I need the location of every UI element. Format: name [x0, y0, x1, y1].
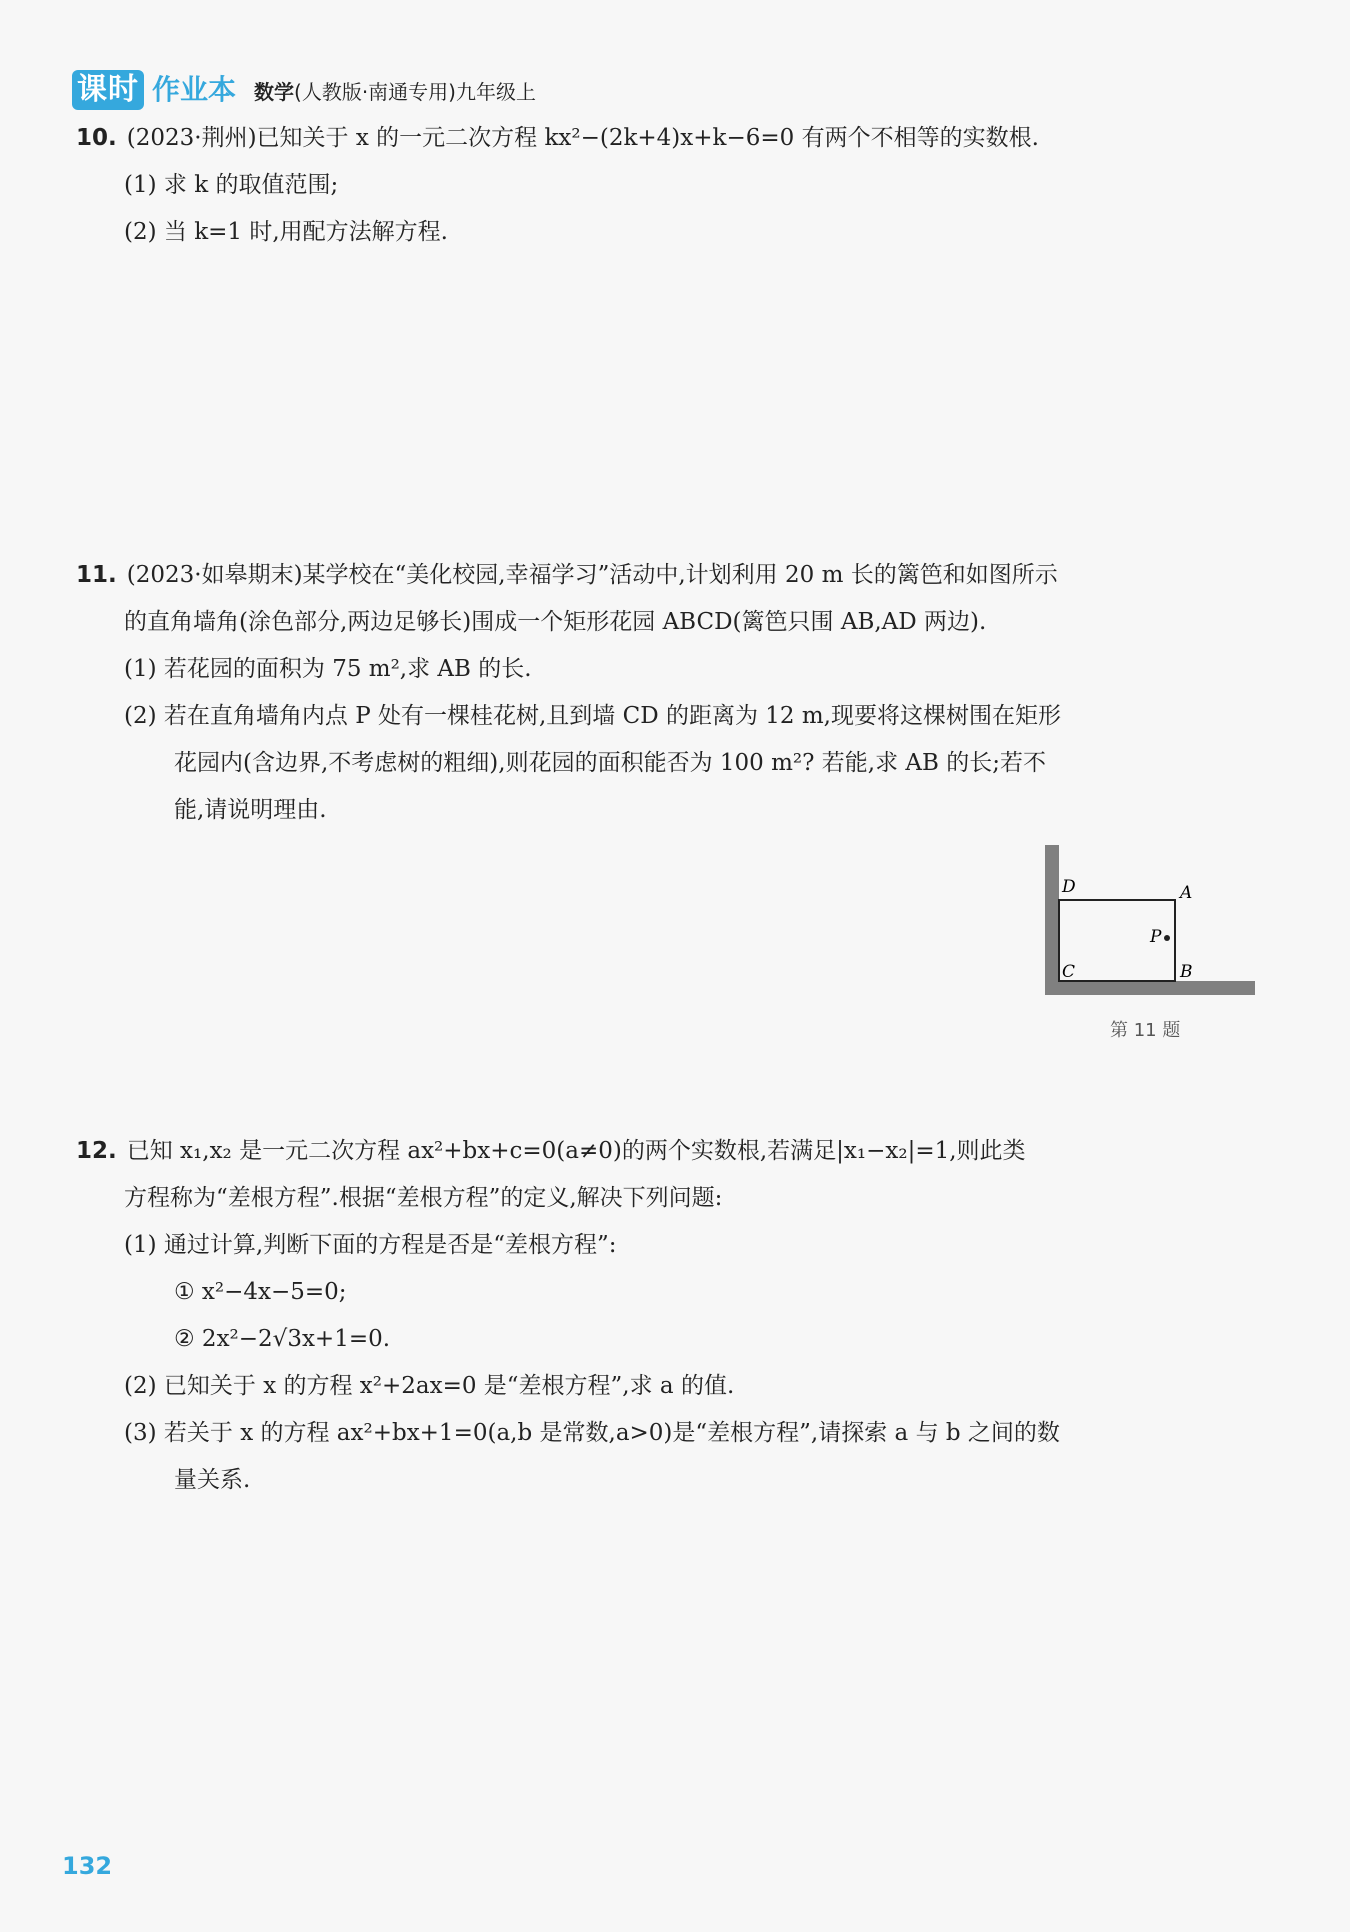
page-header: [72, 66, 536, 110]
horizontal-wall: [1045, 981, 1255, 995]
question-text: 已知 x₁,x₂ 是一元二次方程 ax²+bx+c=0(a≠0)的两个实数根,若满足|x₁−x₂|=1,则此类: [126, 1138, 1026, 1164]
book-title: [254, 74, 536, 110]
label-c: C: [1062, 962, 1076, 982]
question-text: (2023·如皋期末)某学校在“美化校园,幸福学习”活动中,计划利用 20 m 长的篱笆和如图所示: [126, 562, 1058, 588]
label-a: A: [1180, 883, 1193, 903]
question-12-stem: [76, 1128, 1266, 1175]
question-12-stem-cont: 方程称为“差根方程”.根据“差根方程”的定义,解决下列问题:: [124, 1185, 723, 1211]
question-11-stem-cont: 的直角墙角(涂色部分,两边足够长)围成一个矩形花园 ABCD(篱笆只围 AB,AD 两边).: [124, 609, 987, 635]
question-12-part-3-cont: 量关系.: [174, 1467, 251, 1493]
question-12-part-1: (1) 通过计算,判断下面的方程是否是“差根方程”:: [124, 1232, 617, 1258]
logo-text: 作业本: [152, 73, 237, 106]
question-number: 10.: [76, 125, 117, 151]
question-11-part-1: (1) 若花园的面积为 75 m²,求 AB 的长.: [124, 656, 532, 682]
logo-box: 课时: [72, 70, 144, 110]
question-12-part-3: (3) 若关于 x 的方程 ax²+bx+1=0(a,b 是常数,a>0)是“差根方程”,请探索 a 与 b 之间的数: [124, 1420, 1060, 1446]
question-number: 12.: [76, 1138, 117, 1164]
equation-2: ② 2x²−2√3x+1=0.: [174, 1326, 391, 1352]
series-logo: [72, 70, 236, 110]
equation-1: ① x²−4x−5=0;: [174, 1279, 347, 1305]
question-10-stem: [76, 115, 1039, 162]
question-10: [76, 115, 1039, 256]
figure-caption: 第 11 题: [1110, 1020, 1181, 1041]
question-10-part-2: (2) 当 k=1 时,用配方法解方程.: [124, 219, 448, 245]
label-p: P: [1150, 927, 1162, 947]
subject: 数学: [254, 80, 295, 104]
vertical-wall: [1045, 845, 1059, 995]
label-b: B: [1180, 962, 1193, 982]
edition: (人教版·南通专用)九年级上: [294, 80, 536, 104]
page-number: 132: [62, 1852, 113, 1880]
question-12-part-2: (2) 已知关于 x 的方程 x²+2ax=0 是“差根方程”,求 a 的值.: [124, 1373, 735, 1399]
question-10-part-1: (1) 求 k 的取值范围;: [124, 172, 339, 198]
question-text: (2023·荆州)已知关于 x 的一元二次方程 kx²−(2k+4)x+k−6=0 有两个不相等的实数根.: [126, 125, 1039, 151]
question-11-stem: [76, 552, 1266, 599]
tree-point: [1164, 935, 1170, 941]
question-number: 11.: [76, 562, 117, 588]
question-11-part-2-end: 能,请说明理由.: [174, 797, 327, 823]
label-d: D: [1062, 877, 1076, 897]
question-11-part-2-cont: 花园内(含边界,不考虑树的粗细),则花园的面积能否为 100 m²? 若能,求 AB 的长;若不: [174, 750, 1046, 776]
question-11: [76, 552, 1266, 834]
question-12: [76, 1128, 1266, 1504]
question-11-part-2: (2) 若在直角墙角内点 P 处有一棵桂花树,且到墙 CD 的距离为 12 m,现要将这棵树围在矩形: [124, 703, 1061, 729]
